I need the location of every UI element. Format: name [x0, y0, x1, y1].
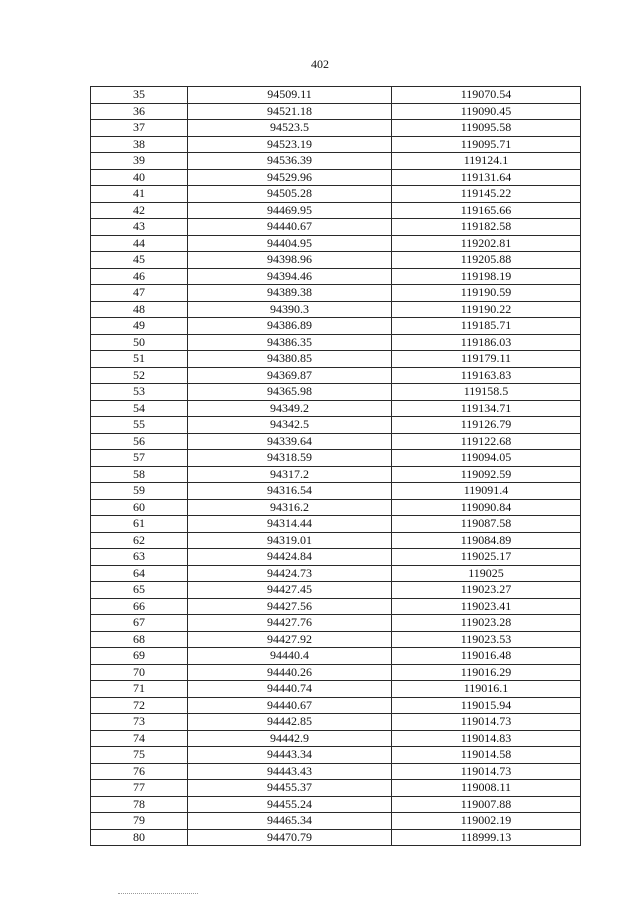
y-coordinate-cell: 119190.59 [392, 285, 581, 302]
table-row [91, 483, 581, 500]
y-coordinate-cell: 119205.88 [392, 252, 581, 269]
y-coordinate-cell: 119014.58 [392, 747, 581, 764]
table-row [91, 532, 581, 549]
table-row [91, 384, 581, 401]
x-coordinate-cell: 94365.98 [188, 384, 392, 401]
x-coordinate-cell: 94469.95 [188, 202, 392, 219]
y-coordinate-cell: 119165.66 [392, 202, 581, 219]
x-coordinate-cell: 94509.11 [188, 87, 392, 104]
table-row [91, 829, 581, 846]
point-number-cell: 55 [91, 417, 188, 434]
y-coordinate-cell: 119091.4 [392, 483, 581, 500]
point-number-cell: 38 [91, 136, 188, 153]
y-coordinate-cell: 119014.73 [392, 763, 581, 780]
x-coordinate-cell: 94386.35 [188, 334, 392, 351]
x-coordinate-cell: 94314.44 [188, 516, 392, 533]
table-row [91, 169, 581, 186]
y-coordinate-cell: 119179.11 [392, 351, 581, 368]
x-coordinate-cell: 94390.3 [188, 301, 392, 318]
table-row [91, 285, 581, 302]
table-row [91, 235, 581, 252]
table-row [91, 351, 581, 368]
point-number-cell: 74 [91, 730, 188, 747]
x-coordinate-cell: 94521.18 [188, 103, 392, 120]
y-coordinate-cell: 119090.45 [392, 103, 581, 120]
point-number-cell: 73 [91, 714, 188, 731]
y-coordinate-cell: 119158.5 [392, 384, 581, 401]
y-coordinate-cell: 119190.22 [392, 301, 581, 318]
table-row [91, 631, 581, 648]
point-number-cell: 59 [91, 483, 188, 500]
point-number-cell: 53 [91, 384, 188, 401]
x-coordinate-cell: 94465.34 [188, 813, 392, 830]
y-coordinate-cell: 119023.28 [392, 615, 581, 632]
table-row [91, 598, 581, 615]
x-coordinate-cell: 94427.92 [188, 631, 392, 648]
y-coordinate-cell: 119002.19 [392, 813, 581, 830]
x-coordinate-cell: 94440.26 [188, 664, 392, 681]
x-coordinate-cell: 94319.01 [188, 532, 392, 549]
x-coordinate-cell: 94523.5 [188, 120, 392, 137]
point-number-cell: 70 [91, 664, 188, 681]
point-number-cell: 60 [91, 499, 188, 516]
table-row [91, 697, 581, 714]
point-number-cell: 64 [91, 565, 188, 582]
point-number-cell: 66 [91, 598, 188, 615]
table-row [91, 417, 581, 434]
table-row [91, 103, 581, 120]
x-coordinate-cell: 94394.46 [188, 268, 392, 285]
x-coordinate-cell: 94427.45 [188, 582, 392, 599]
table-row [91, 714, 581, 731]
point-number-cell: 35 [91, 87, 188, 104]
point-number-cell: 79 [91, 813, 188, 830]
table-row [91, 301, 581, 318]
x-coordinate-cell: 94442.85 [188, 714, 392, 731]
table-row [91, 565, 581, 582]
x-coordinate-cell: 94316.2 [188, 499, 392, 516]
coordinates-table-body [91, 87, 581, 846]
y-coordinate-cell: 119007.88 [392, 796, 581, 813]
point-number-cell: 67 [91, 615, 188, 632]
table-row [91, 499, 581, 516]
x-coordinate-cell: 94316.54 [188, 483, 392, 500]
x-coordinate-cell: 94529.96 [188, 169, 392, 186]
x-coordinate-cell: 94443.43 [188, 763, 392, 780]
table-row [91, 730, 581, 747]
x-coordinate-cell: 94455.24 [188, 796, 392, 813]
table-row [91, 318, 581, 335]
point-number-cell: 69 [91, 648, 188, 665]
y-coordinate-cell: 119087.58 [392, 516, 581, 533]
point-number-cell: 78 [91, 796, 188, 813]
x-coordinate-cell: 94369.87 [188, 367, 392, 384]
point-number-cell: 63 [91, 549, 188, 566]
x-coordinate-cell: 94440.67 [188, 219, 392, 236]
y-coordinate-cell: 119023.27 [392, 582, 581, 599]
point-number-cell: 48 [91, 301, 188, 318]
x-coordinate-cell: 94470.79 [188, 829, 392, 846]
point-number-cell: 61 [91, 516, 188, 533]
point-number-cell: 40 [91, 169, 188, 186]
x-coordinate-cell: 94440.4 [188, 648, 392, 665]
point-number-cell: 47 [91, 285, 188, 302]
x-coordinate-cell: 94505.28 [188, 186, 392, 203]
x-coordinate-cell: 94440.74 [188, 681, 392, 698]
y-coordinate-cell: 119185.71 [392, 318, 581, 335]
x-coordinate-cell: 94398.96 [188, 252, 392, 269]
table-row [91, 186, 581, 203]
point-number-cell: 65 [91, 582, 188, 599]
table-row [91, 763, 581, 780]
x-coordinate-cell: 94455.37 [188, 780, 392, 797]
point-number-cell: 57 [91, 450, 188, 467]
y-coordinate-cell: 119090.84 [392, 499, 581, 516]
x-coordinate-cell: 94317.2 [188, 466, 392, 483]
x-coordinate-cell: 94318.59 [188, 450, 392, 467]
y-coordinate-cell: 119084.89 [392, 532, 581, 549]
x-coordinate-cell: 94427.56 [188, 598, 392, 615]
table-row [91, 219, 581, 236]
table-row [91, 664, 581, 681]
table-row [91, 615, 581, 632]
x-coordinate-cell: 94389.38 [188, 285, 392, 302]
table-row [91, 681, 581, 698]
scan-artifact-line [118, 893, 198, 895]
point-number-cell: 58 [91, 466, 188, 483]
y-coordinate-cell: 118999.13 [392, 829, 581, 846]
y-coordinate-cell: 119145.22 [392, 186, 581, 203]
table-row [91, 582, 581, 599]
point-number-cell: 42 [91, 202, 188, 219]
y-coordinate-cell: 119124.1 [392, 153, 581, 170]
table-row [91, 549, 581, 566]
table-row [91, 153, 581, 170]
point-number-cell: 77 [91, 780, 188, 797]
table-row [91, 136, 581, 153]
y-coordinate-cell: 119016.48 [392, 648, 581, 665]
y-coordinate-cell: 119202.81 [392, 235, 581, 252]
point-number-cell: 44 [91, 235, 188, 252]
y-coordinate-cell: 119008.11 [392, 780, 581, 797]
point-number-cell: 71 [91, 681, 188, 698]
point-number-cell: 49 [91, 318, 188, 335]
table-row [91, 400, 581, 417]
x-coordinate-cell: 94536.39 [188, 153, 392, 170]
y-coordinate-cell: 119186.03 [392, 334, 581, 351]
y-coordinate-cell: 119016.29 [392, 664, 581, 681]
y-coordinate-cell: 119015.94 [392, 697, 581, 714]
point-number-cell: 62 [91, 532, 188, 549]
x-coordinate-cell: 94424.84 [188, 549, 392, 566]
table-row [91, 87, 581, 104]
point-number-cell: 51 [91, 351, 188, 368]
point-number-cell: 39 [91, 153, 188, 170]
point-number-cell: 52 [91, 367, 188, 384]
x-coordinate-cell: 94442.9 [188, 730, 392, 747]
point-number-cell: 45 [91, 252, 188, 269]
point-number-cell: 72 [91, 697, 188, 714]
point-number-cell: 46 [91, 268, 188, 285]
x-coordinate-cell: 94349.2 [188, 400, 392, 417]
point-number-cell: 41 [91, 186, 188, 203]
page-number: 402 [311, 57, 329, 71]
y-coordinate-cell: 119182.58 [392, 219, 581, 236]
x-coordinate-cell: 94443.34 [188, 747, 392, 764]
x-coordinate-cell: 94386.89 [188, 318, 392, 335]
point-number-cell: 68 [91, 631, 188, 648]
table-row [91, 516, 581, 533]
table-row [91, 367, 581, 384]
point-number-cell: 43 [91, 219, 188, 236]
point-number-cell: 56 [91, 433, 188, 450]
x-coordinate-cell: 94342.5 [188, 417, 392, 434]
x-coordinate-cell: 94424.73 [188, 565, 392, 582]
table-row [91, 466, 581, 483]
table-row [91, 450, 581, 467]
table-row [91, 648, 581, 665]
table-row [91, 120, 581, 137]
y-coordinate-cell: 119092.59 [392, 466, 581, 483]
table-row [91, 252, 581, 269]
point-number-cell: 75 [91, 747, 188, 764]
x-coordinate-cell: 94404.95 [188, 235, 392, 252]
y-coordinate-cell: 119131.64 [392, 169, 581, 186]
y-coordinate-cell: 119095.58 [392, 120, 581, 137]
table-row [91, 813, 581, 830]
point-number-cell: 37 [91, 120, 188, 137]
point-number-cell: 76 [91, 763, 188, 780]
x-coordinate-cell: 94523.19 [188, 136, 392, 153]
table-row [91, 334, 581, 351]
y-coordinate-cell: 119094.05 [392, 450, 581, 467]
y-coordinate-cell: 119126.79 [392, 417, 581, 434]
table-row [91, 780, 581, 797]
coordinates-table [90, 86, 581, 846]
y-coordinate-cell: 119025.17 [392, 549, 581, 566]
table-row [91, 202, 581, 219]
y-coordinate-cell: 119023.53 [392, 631, 581, 648]
y-coordinate-cell: 119025 [392, 565, 581, 582]
y-coordinate-cell: 119163.83 [392, 367, 581, 384]
x-coordinate-cell: 94380.85 [188, 351, 392, 368]
point-number-cell: 54 [91, 400, 188, 417]
table-row [91, 796, 581, 813]
y-coordinate-cell: 119198.19 [392, 268, 581, 285]
y-coordinate-cell: 119016.1 [392, 681, 581, 698]
y-coordinate-cell: 119023.41 [392, 598, 581, 615]
table-row [91, 433, 581, 450]
table-row [91, 747, 581, 764]
x-coordinate-cell: 94339.64 [188, 433, 392, 450]
point-number-cell: 50 [91, 334, 188, 351]
table-row [91, 268, 581, 285]
y-coordinate-cell: 119134.71 [392, 400, 581, 417]
point-number-cell: 80 [91, 829, 188, 846]
y-coordinate-cell: 119122.68 [392, 433, 581, 450]
y-coordinate-cell: 119070.54 [392, 87, 581, 104]
y-coordinate-cell: 119014.73 [392, 714, 581, 731]
y-coordinate-cell: 119095.71 [392, 136, 581, 153]
x-coordinate-cell: 94440.67 [188, 697, 392, 714]
point-number-cell: 36 [91, 103, 188, 120]
x-coordinate-cell: 94427.76 [188, 615, 392, 632]
y-coordinate-cell: 119014.83 [392, 730, 581, 747]
